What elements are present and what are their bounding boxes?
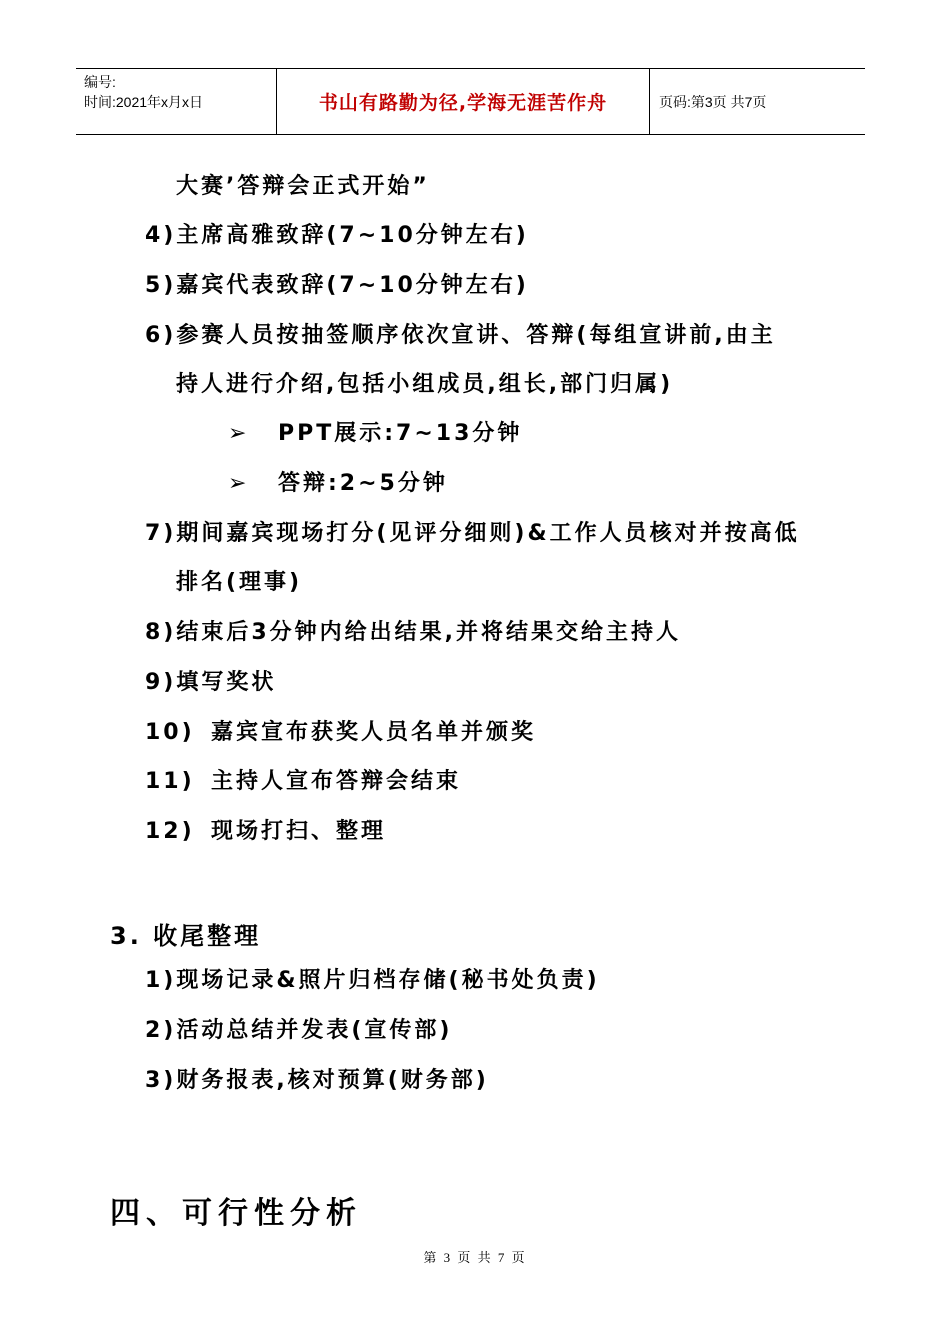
list-item-continuation: 持人进行介绍,包括小组成员,组长,部门归属) <box>176 372 674 397</box>
time-label: 时间:2021年x月x日 <box>84 94 204 110</box>
list-item <box>145 271 529 301</box>
list-item <box>145 1016 453 1046</box>
list-item-number: 7) <box>145 521 177 546</box>
header-motto: 书山有路勤为径,学海无涯苦作舟 <box>277 69 650 134</box>
list-item-number: 2) <box>145 1018 177 1043</box>
list-item-text: 填写奖状 <box>176 670 277 695</box>
bullet-text: PPT展示:7~13分钟 <box>278 421 523 446</box>
list-item-number: 4) <box>145 223 177 248</box>
list-item <box>145 767 461 797</box>
list-item-text: 嘉宾代表致辞(7~10分钟左右) <box>176 273 529 298</box>
list-item-text: 主持人宣布答辩会结束 <box>211 769 462 794</box>
list-item <box>145 618 681 648</box>
list-item <box>145 1066 489 1096</box>
list-item-number: 11) <box>145 769 195 794</box>
bullet-item <box>228 419 522 449</box>
list-item <box>145 321 776 351</box>
header-page-info: 页码:第3页 共7页 <box>659 93 767 110</box>
arrow-bullet-icon: ➢ <box>228 471 250 496</box>
list-item <box>145 668 276 698</box>
list-item-text: 现场打扫、整理 <box>211 819 387 844</box>
section-3-heading: 3. 收尾整理 <box>110 922 262 950</box>
list-item-text: 活动总结并发表(宣传部) <box>176 1018 453 1043</box>
list-item <box>145 817 386 847</box>
list-item <box>145 966 600 996</box>
list-item-text: 嘉宾宣布获奖人员名单并颁奖 <box>211 720 537 745</box>
list-item-number: 6) <box>145 323 177 348</box>
list-item-number: 3) <box>145 1068 177 1093</box>
list-item-text: 结束后3分钟内给出结果,并将结果交给主持人 <box>176 620 682 645</box>
list-item-number: 1) <box>145 968 177 993</box>
number-label: 编号: <box>84 74 116 90</box>
list-item-continuation: 排名(理事) <box>176 570 303 595</box>
list-item <box>145 221 529 251</box>
list-item-text: 主席高雅致辞(7~10分钟左右) <box>176 223 529 248</box>
header-meta <box>76 69 277 134</box>
list-item-number: 12) <box>145 819 195 844</box>
list-item-number: 10) <box>145 720 195 745</box>
arrow-bullet-icon: ➢ <box>228 421 250 446</box>
list-item-number: 9) <box>145 670 177 695</box>
list-item-number: 8) <box>145 620 177 645</box>
page-header <box>76 68 865 135</box>
list-item <box>145 718 536 748</box>
page-footer: 第 3 页 共 7 页 <box>423 1250 527 1265</box>
list-item-number: 5) <box>145 273 177 298</box>
continuation-line: 大赛’答辩会正式开始” <box>176 174 430 199</box>
list-item-text: 财务报表,核对预算(财务部) <box>176 1068 489 1093</box>
section-4-heading: 四、可行性分析 <box>110 1196 362 1231</box>
list-item-text: 现场记录&照片归档存储(秘书处负责) <box>176 968 600 993</box>
bullet-text: 答辩:2~5分钟 <box>278 471 448 496</box>
list-item-text: 期间嘉宾现场打分(见评分细则)&工作人员核对并按高低 <box>176 521 800 546</box>
bullet-item <box>228 469 448 499</box>
list-item-text: 参赛人员按抽签顺序依次宣讲、答辩(每组宣讲前,由主 <box>176 323 776 348</box>
list-item <box>145 519 800 549</box>
